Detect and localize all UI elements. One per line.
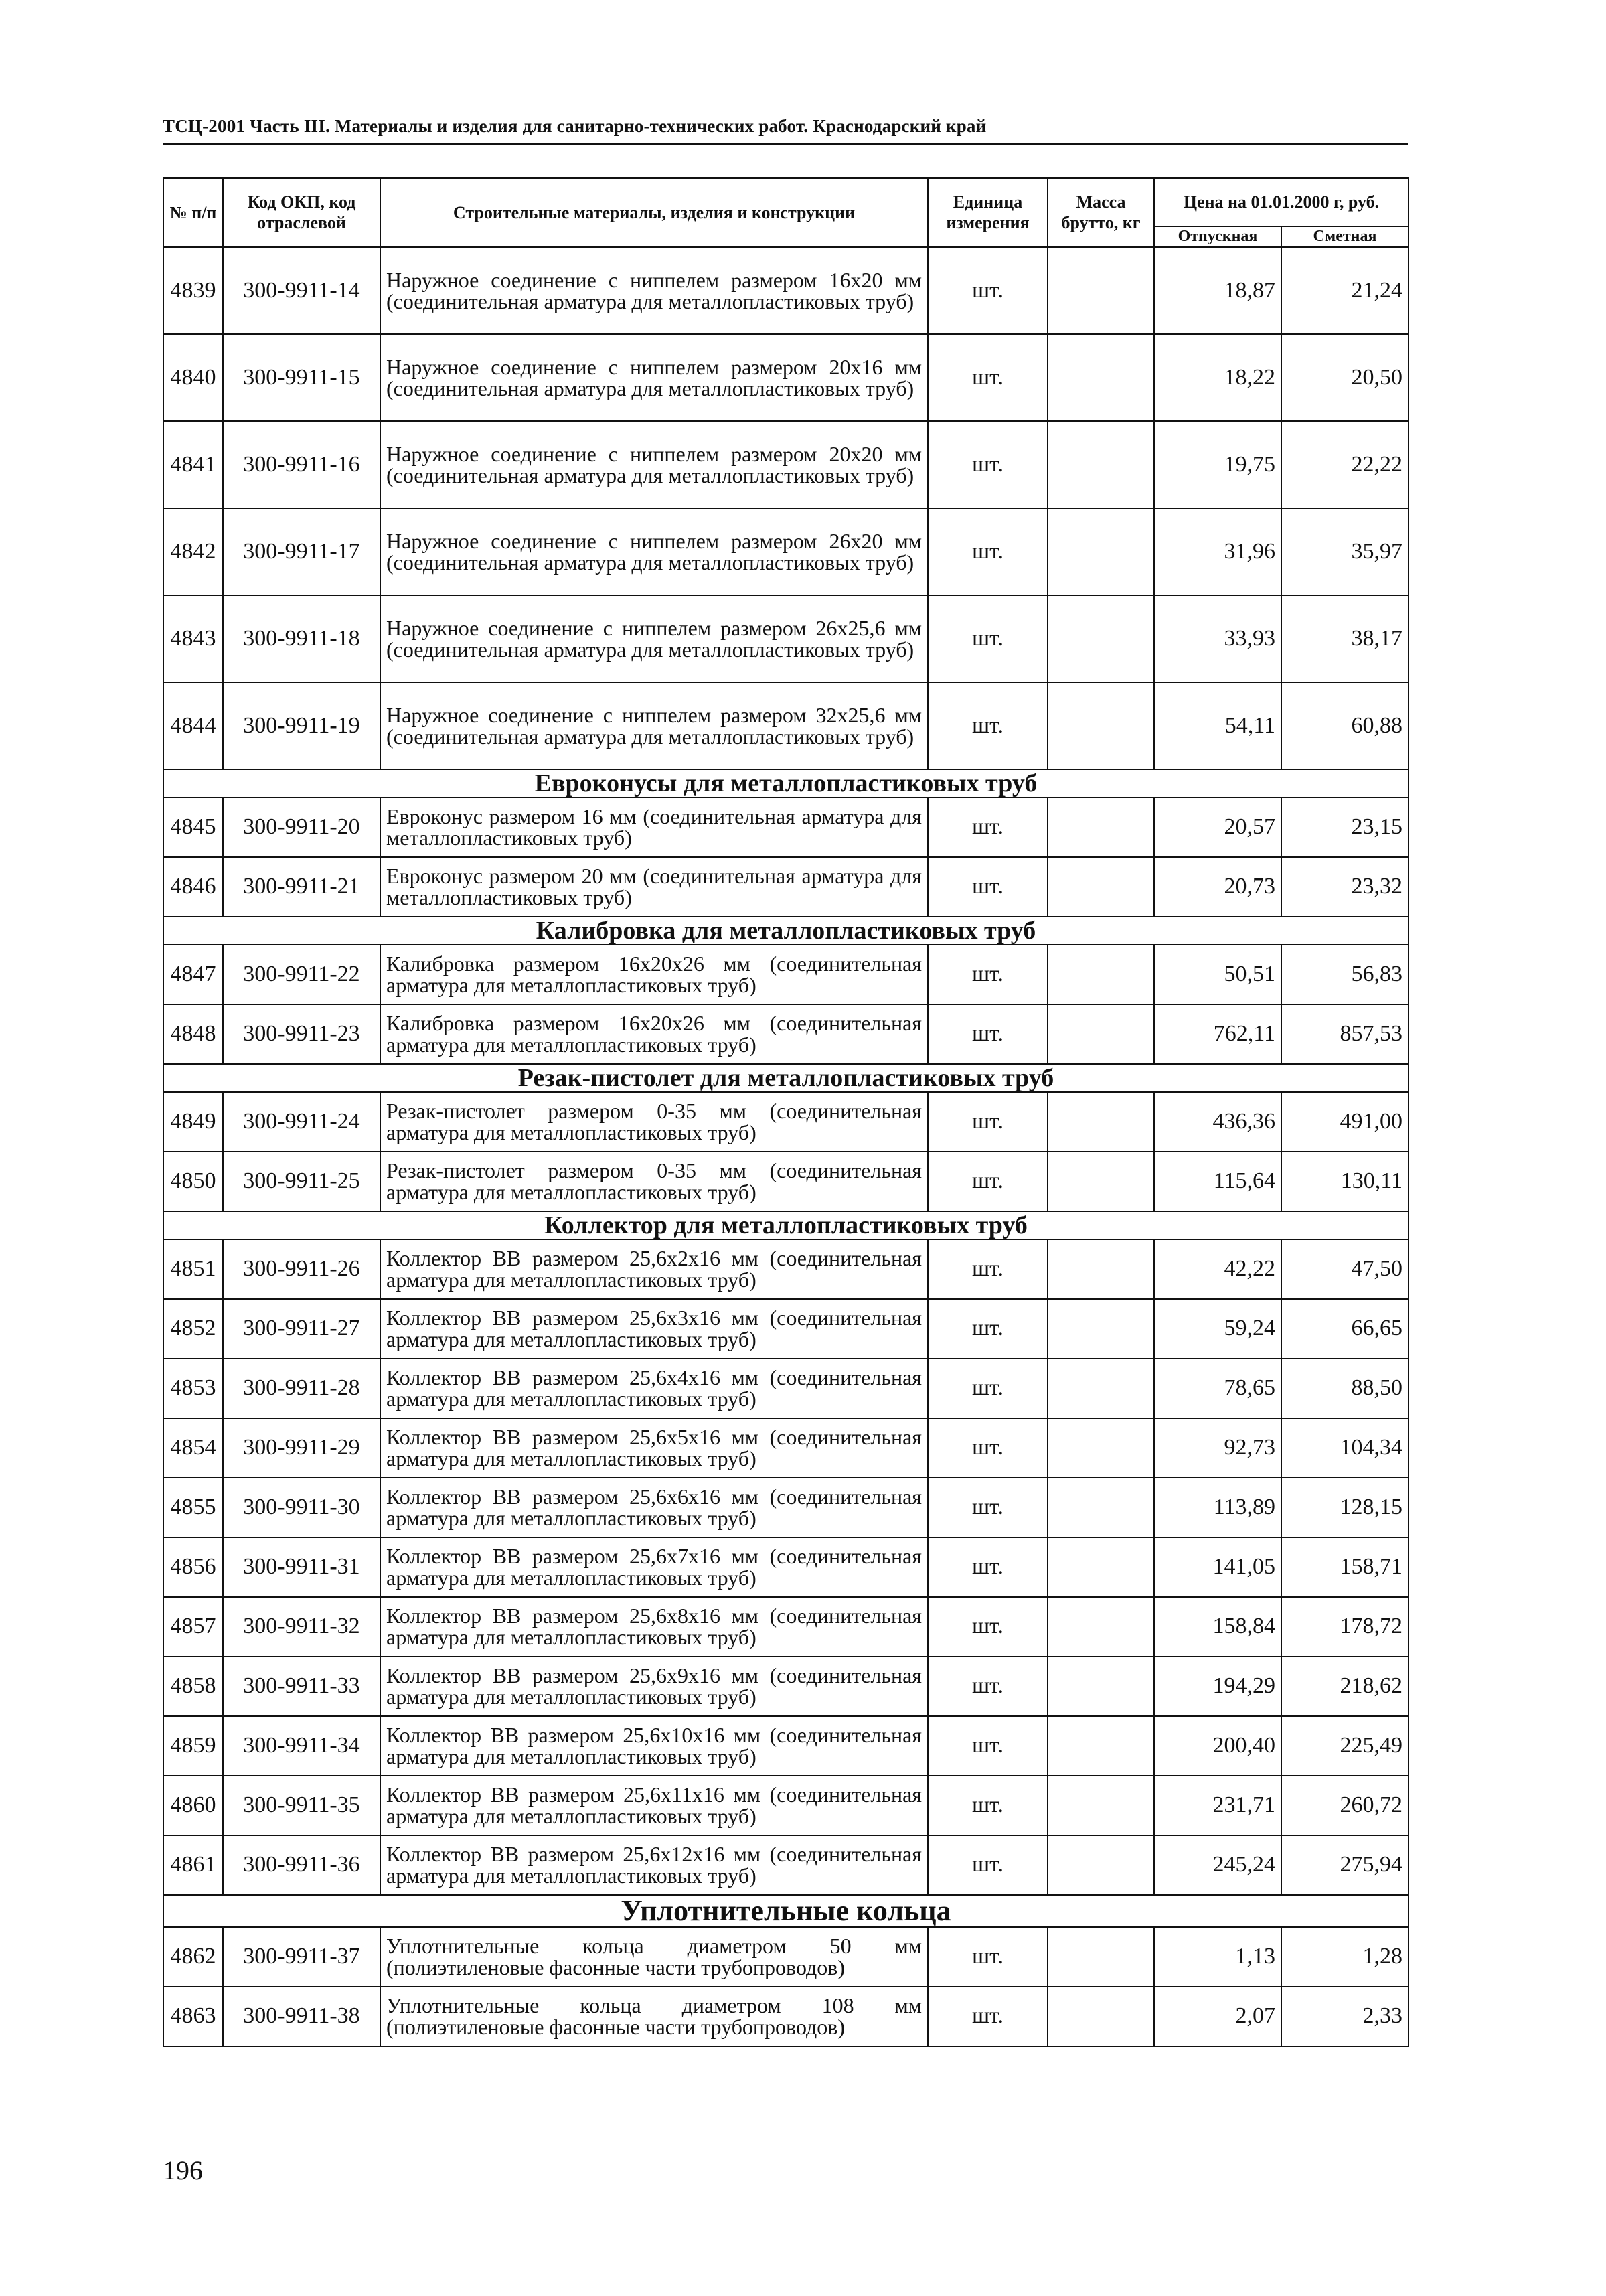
row-name: Коллектор ВВ размером 25,6х11х16 мм (соединительная арматура для металлопластиковых труб) <box>380 1776 928 1835</box>
row-mass <box>1048 1359 1154 1418</box>
table-row <box>163 1004 1409 1064</box>
row-num: 4847 <box>163 945 223 1004</box>
row-estimate-price: 491,00 <box>1281 1092 1409 1152</box>
row-num: 4863 <box>163 1987 223 2046</box>
page-number: 196 <box>163 2155 203 2186</box>
row-unit: шт. <box>928 1092 1048 1152</box>
section-title: Коллектор для металлопластиковых труб <box>163 1211 1409 1239</box>
row-code: 300-9911-36 <box>223 1835 380 1895</box>
row-name: Евроконус размером 16 мм (соединительная арматура для металлопластиковых труб) <box>380 797 928 857</box>
row-code: 300-9911-20 <box>223 797 380 857</box>
row-code: 300-9911-38 <box>223 1987 380 2046</box>
row-code: 300-9911-30 <box>223 1478 380 1537</box>
row-estimate-price: 218,62 <box>1281 1657 1409 1716</box>
row-code: 300-9911-25 <box>223 1152 380 1211</box>
table-row <box>163 1092 1409 1152</box>
row-estimate-price: 178,72 <box>1281 1597 1409 1657</box>
row-estimate-price: 104,34 <box>1281 1418 1409 1478</box>
row-num: 4856 <box>163 1537 223 1597</box>
row-num: 4844 <box>163 682 223 769</box>
row-estimate-price: 20,50 <box>1281 334 1409 421</box>
table-row <box>163 1478 1409 1537</box>
row-num: 4839 <box>163 247 223 334</box>
row-release-price: 42,22 <box>1154 1239 1281 1299</box>
row-code: 300-9911-21 <box>223 857 380 917</box>
row-code: 300-9911-22 <box>223 945 380 1004</box>
section-title: Калибровка для металлопластиковых труб <box>163 917 1409 945</box>
row-num: 4851 <box>163 1239 223 1299</box>
table-row <box>163 1987 1409 2046</box>
row-release-price: 20,73 <box>1154 857 1281 917</box>
table-row <box>163 1537 1409 1597</box>
row-code: 300-9911-37 <box>223 1927 380 1987</box>
row-code: 300-9911-35 <box>223 1776 380 1835</box>
row-unit: шт. <box>928 334 1048 421</box>
row-mass <box>1048 1004 1154 1064</box>
row-code: 300-9911-18 <box>223 595 380 682</box>
row-unit: шт. <box>928 1597 1048 1657</box>
row-release-price: 762,11 <box>1154 1004 1281 1064</box>
row-name: Коллектор ВВ размером 25,6х12х16 мм (соединительная арматура для металлопластиковых труб) <box>380 1835 928 1895</box>
row-mass <box>1048 421 1154 508</box>
row-name: Наружное соединение с ниппелем размером 16х20 мм (соединительная арматура для металлопластиковых труб) <box>380 247 928 334</box>
table-row <box>163 421 1409 508</box>
row-release-price: 245,24 <box>1154 1835 1281 1895</box>
table-row <box>163 1418 1409 1478</box>
section-title: Резак-пистолет для металлопластиковых труб <box>163 1064 1409 1092</box>
row-estimate-price: 857,53 <box>1281 1004 1409 1064</box>
row-release-price: 231,71 <box>1154 1776 1281 1835</box>
row-name: Наружное соединение с ниппелем размером 20х16 мм (соединительная арматура для металлопластиковых труб) <box>380 334 928 421</box>
row-release-price: 436,36 <box>1154 1092 1281 1152</box>
row-release-price: 54,11 <box>1154 682 1281 769</box>
row-unit: шт. <box>928 797 1048 857</box>
row-mass <box>1048 797 1154 857</box>
row-estimate-price: 21,24 <box>1281 247 1409 334</box>
row-estimate-price: 2,33 <box>1281 1987 1409 2046</box>
row-name: Калибровка размером 16х20х26 мм (соединительная арматура для металлопластиковых труб) <box>380 1004 928 1064</box>
row-unit: шт. <box>928 1657 1048 1716</box>
row-release-price: 59,24 <box>1154 1299 1281 1359</box>
row-estimate-price: 23,15 <box>1281 797 1409 857</box>
row-mass <box>1048 595 1154 682</box>
row-release-price: 19,75 <box>1154 421 1281 508</box>
row-num: 4850 <box>163 1152 223 1211</box>
row-name: Резак-пистолет размером 0-35 мм (соединительная арматура для металлопластиковых труб) <box>380 1092 928 1152</box>
row-name: Евроконус размером 20 мм (соединительная арматура для металлопластиковых труб) <box>380 857 928 917</box>
row-code: 300-9911-16 <box>223 421 380 508</box>
row-mass <box>1048 1152 1154 1211</box>
row-mass <box>1048 1597 1154 1657</box>
row-name: Коллектор ВВ размером 25,6х4х16 мм (соединительная арматура для металлопластиковых труб) <box>380 1359 928 1418</box>
row-mass <box>1048 1776 1154 1835</box>
row-code: 300-9911-26 <box>223 1239 380 1299</box>
row-name: Коллектор ВВ размером 25,6х5х16 мм (соединительная арматура для металлопластиковых труб) <box>380 1418 928 1478</box>
col-header-mass: Масса брутто, кг <box>1048 178 1154 247</box>
row-mass <box>1048 857 1154 917</box>
section-heading-row <box>163 1895 1409 1927</box>
row-code: 300-9911-14 <box>223 247 380 334</box>
row-estimate-price: 128,15 <box>1281 1478 1409 1537</box>
row-unit: шт. <box>928 508 1048 595</box>
row-release-price: 31,96 <box>1154 508 1281 595</box>
row-mass <box>1048 1418 1154 1478</box>
row-release-price: 158,84 <box>1154 1597 1281 1657</box>
section-title: Уплотнительные кольца <box>163 1895 1409 1927</box>
table-row <box>163 1152 1409 1211</box>
row-num: 4862 <box>163 1927 223 1987</box>
table-row <box>163 1657 1409 1716</box>
col-header-code: Код ОКП, код отраслевой <box>223 178 380 247</box>
section-heading-row <box>163 917 1409 945</box>
row-release-price: 18,22 <box>1154 334 1281 421</box>
section-heading-row <box>163 1211 1409 1239</box>
row-unit: шт. <box>928 1152 1048 1211</box>
row-unit: шт. <box>928 247 1048 334</box>
row-unit: шт. <box>928 1478 1048 1537</box>
row-name: Резак-пистолет размером 0-35 мм (соединительная арматура для металлопластиковых труб) <box>380 1152 928 1211</box>
row-mass <box>1048 1478 1154 1537</box>
row-unit: шт. <box>928 1299 1048 1359</box>
row-name: Коллектор ВВ размером 25,6х9х16 мм (соединительная арматура для металлопластиковых труб) <box>380 1657 928 1716</box>
row-mass <box>1048 1835 1154 1895</box>
row-name: Наружное соединение с ниппелем размером 20х20 мм (соединительная арматура для металлопластиковых труб) <box>380 421 928 508</box>
row-unit: шт. <box>928 421 1048 508</box>
row-code: 300-9911-33 <box>223 1657 380 1716</box>
row-mass <box>1048 508 1154 595</box>
section-heading-row <box>163 1064 1409 1092</box>
row-code: 300-9911-17 <box>223 508 380 595</box>
row-mass <box>1048 945 1154 1004</box>
row-unit: шт. <box>928 945 1048 1004</box>
row-code: 300-9911-32 <box>223 1597 380 1657</box>
row-mass <box>1048 1716 1154 1776</box>
row-release-price: 2,07 <box>1154 1987 1281 2046</box>
row-mass <box>1048 1537 1154 1597</box>
row-name: Коллектор ВВ размером 25,6х10х16 мм (соединительная арматура для металлопластиковых труб) <box>380 1716 928 1776</box>
row-name: Коллектор ВВ размером 25,6х6х16 мм (соединительная арматура для металлопластиковых труб) <box>380 1478 928 1537</box>
row-release-price: 200,40 <box>1154 1716 1281 1776</box>
row-release-price: 194,29 <box>1154 1657 1281 1716</box>
row-estimate-price: 130,11 <box>1281 1152 1409 1211</box>
row-name: Наружное соединение с ниппелем размером 26х20 мм (соединительная арматура для металлопластиковых труб) <box>380 508 928 595</box>
row-unit: шт. <box>928 1537 1048 1597</box>
table-row <box>163 1597 1409 1657</box>
row-estimate-price: 47,50 <box>1281 1239 1409 1299</box>
table-row <box>163 508 1409 595</box>
row-name: Уплотнительные кольца диаметром 108 мм (полиэтиленовые фасонные части трубопроводов) <box>380 1987 928 2046</box>
row-estimate-price: 35,97 <box>1281 508 1409 595</box>
row-unit: шт. <box>928 1239 1048 1299</box>
row-estimate-price: 225,49 <box>1281 1716 1409 1776</box>
row-num: 4848 <box>163 1004 223 1064</box>
row-num: 4857 <box>163 1597 223 1657</box>
row-estimate-price: 275,94 <box>1281 1835 1409 1895</box>
row-num: 4854 <box>163 1418 223 1478</box>
row-unit: шт. <box>928 1004 1048 1064</box>
row-release-price: 50,51 <box>1154 945 1281 1004</box>
row-estimate-price: 260,72 <box>1281 1776 1409 1835</box>
row-release-price: 78,65 <box>1154 1359 1281 1418</box>
row-name: Коллектор ВВ размером 25,6х3х16 мм (соединительная арматура для металлопластиковых труб) <box>380 1299 928 1359</box>
section-title: Евроконусы для металлопластиковых труб <box>163 769 1409 797</box>
table-header <box>163 178 1409 247</box>
table-row <box>163 857 1409 917</box>
col-header-estimate: Сметная <box>1281 226 1409 247</box>
row-name: Наружное соединение с ниппелем размером 32х25,6 мм (соединительная арматура для металлопластиковых труб) <box>380 682 928 769</box>
row-num: 4842 <box>163 508 223 595</box>
row-name: Наружное соединение с ниппелем размером 26х25,6 мм (соединительная арматура для металлопластиковых труб) <box>380 595 928 682</box>
row-mass <box>1048 1987 1154 2046</box>
table-row <box>163 1716 1409 1776</box>
running-header: ТСЦ-2001 Часть III. Материалы и изделия для санитарно-технических работ. Краснодарский край <box>163 116 987 136</box>
row-release-price: 33,93 <box>1154 595 1281 682</box>
row-num: 4859 <box>163 1716 223 1776</box>
row-num: 4846 <box>163 857 223 917</box>
row-mass <box>1048 1092 1154 1152</box>
row-name: Коллектор ВВ размером 25,6х7х16 мм (соединительная арматура для металлопластиковых труб) <box>380 1537 928 1597</box>
row-num: 4855 <box>163 1478 223 1537</box>
row-num: 4861 <box>163 1835 223 1895</box>
row-num: 4841 <box>163 421 223 508</box>
row-num: 4843 <box>163 595 223 682</box>
row-code: 300-9911-27 <box>223 1299 380 1359</box>
row-unit: шт. <box>928 595 1048 682</box>
row-estimate-price: 38,17 <box>1281 595 1409 682</box>
row-release-price: 20,57 <box>1154 797 1281 857</box>
table-row <box>163 334 1409 421</box>
table-row <box>163 1239 1409 1299</box>
table-row <box>163 1927 1409 1987</box>
row-num: 4852 <box>163 1299 223 1359</box>
row-num: 4845 <box>163 797 223 857</box>
col-header-release: Отпускная <box>1154 226 1281 247</box>
table-row <box>163 797 1409 857</box>
row-estimate-price: 23,32 <box>1281 857 1409 917</box>
row-release-price: 115,64 <box>1154 1152 1281 1211</box>
row-code: 300-9911-28 <box>223 1359 380 1418</box>
row-name: Коллектор ВВ размером 25,6х8х16 мм (соединительная арматура для металлопластиковых труб) <box>380 1597 928 1657</box>
row-num: 4860 <box>163 1776 223 1835</box>
row-code: 300-9911-24 <box>223 1092 380 1152</box>
row-unit: шт. <box>928 1776 1048 1835</box>
col-header-name: Строительные материалы, изделия и конструкции <box>380 178 928 247</box>
row-estimate-price: 56,83 <box>1281 945 1409 1004</box>
row-unit: шт. <box>928 1359 1048 1418</box>
row-unit: шт. <box>928 1927 1048 1987</box>
row-release-price: 18,87 <box>1154 247 1281 334</box>
price-table <box>163 177 1409 2047</box>
table-row <box>163 247 1409 334</box>
col-header-num: № п/п <box>163 178 223 247</box>
row-estimate-price: 158,71 <box>1281 1537 1409 1597</box>
table-row <box>163 945 1409 1004</box>
row-mass <box>1048 682 1154 769</box>
row-unit: шт. <box>928 1835 1048 1895</box>
row-num: 4840 <box>163 334 223 421</box>
row-unit: шт. <box>928 1716 1048 1776</box>
row-num: 4858 <box>163 1657 223 1716</box>
row-estimate-price: 22,22 <box>1281 421 1409 508</box>
row-code: 300-9911-31 <box>223 1537 380 1597</box>
row-name: Коллектор ВВ размером 25,6х2х16 мм (соединительная арматура для металлопластиковых труб) <box>380 1239 928 1299</box>
row-mass <box>1048 247 1154 334</box>
row-mass <box>1048 1657 1154 1716</box>
row-release-price: 141,05 <box>1154 1537 1281 1597</box>
row-release-price: 92,73 <box>1154 1418 1281 1478</box>
row-estimate-price: 60,88 <box>1281 682 1409 769</box>
table-body <box>163 247 1409 2046</box>
row-unit: шт. <box>928 1987 1048 2046</box>
table-row <box>163 595 1409 682</box>
row-unit: шт. <box>928 1418 1048 1478</box>
row-unit: шт. <box>928 682 1048 769</box>
section-heading-row <box>163 769 1409 797</box>
table-row <box>163 1299 1409 1359</box>
row-estimate-price: 88,50 <box>1281 1359 1409 1418</box>
row-estimate-price: 66,65 <box>1281 1299 1409 1359</box>
row-code: 300-9911-23 <box>223 1004 380 1064</box>
col-header-price: Цена на 01.01.2000 г, руб. <box>1154 178 1409 226</box>
row-mass <box>1048 1299 1154 1359</box>
row-mass <box>1048 1927 1154 1987</box>
row-code: 300-9911-15 <box>223 334 380 421</box>
row-unit: шт. <box>928 857 1048 917</box>
table-row <box>163 682 1409 769</box>
row-name: Калибровка размером 16х20х26 мм (соединительная арматура для металлопластиковых труб) <box>380 945 928 1004</box>
row-name: Уплотнительные кольца диаметром 50 мм (полиэтиленовые фасонные части трубопроводов) <box>380 1927 928 1987</box>
row-mass <box>1048 334 1154 421</box>
row-num: 4849 <box>163 1092 223 1152</box>
row-estimate-price: 1,28 <box>1281 1927 1409 1987</box>
table-row <box>163 1776 1409 1835</box>
row-num: 4853 <box>163 1359 223 1418</box>
table-row <box>163 1835 1409 1895</box>
header-rule <box>163 143 1408 145</box>
row-release-price: 113,89 <box>1154 1478 1281 1537</box>
row-mass <box>1048 1239 1154 1299</box>
table-row <box>163 1359 1409 1418</box>
row-code: 300-9911-19 <box>223 682 380 769</box>
col-header-unit: Единица измерения <box>928 178 1048 247</box>
row-release-price: 1,13 <box>1154 1927 1281 1987</box>
row-code: 300-9911-34 <box>223 1716 380 1776</box>
row-code: 300-9911-29 <box>223 1418 380 1478</box>
